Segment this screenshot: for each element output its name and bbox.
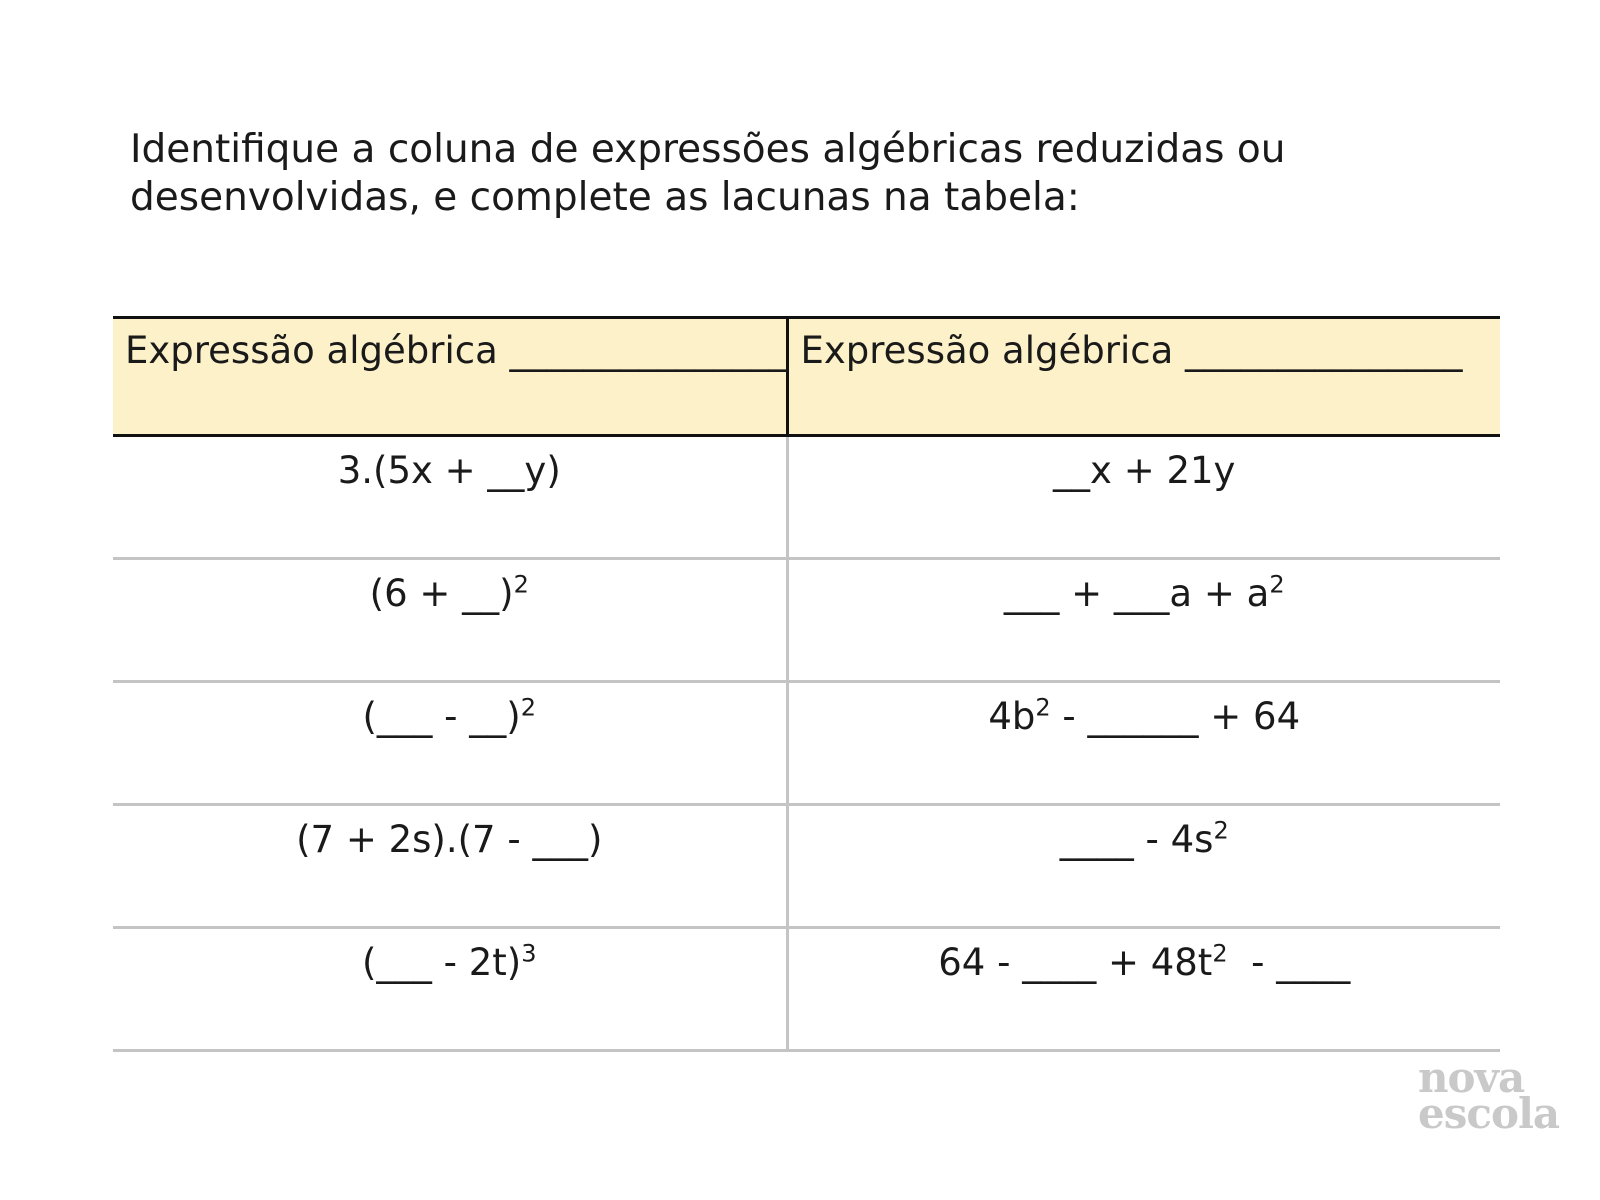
expression-base: (6 + __) bbox=[369, 572, 514, 615]
expression-cell-left bbox=[113, 559, 787, 682]
table-row bbox=[113, 928, 1500, 1051]
expression-cell-left bbox=[113, 805, 787, 928]
instructions-line-1: Identifique a coluna de expressões algébricas reduzidas ou bbox=[130, 127, 1286, 172]
expression-cell-right bbox=[787, 436, 1500, 559]
logo-line-2: escola bbox=[1418, 1089, 1560, 1138]
exponent: 2 bbox=[1212, 939, 1228, 968]
exponent: 2 bbox=[1213, 816, 1229, 845]
exponent: 2 bbox=[520, 693, 537, 722]
expression-base: 4b bbox=[988, 695, 1036, 738]
table-header-row bbox=[113, 318, 1500, 436]
nova-escola-logo bbox=[1418, 1053, 1568, 1138]
expression-cell-left bbox=[113, 682, 787, 805]
expression-cell-left bbox=[113, 436, 787, 559]
logo-line-1: nova bbox=[1418, 1053, 1525, 1102]
expression-base: 3.(5x + __y) bbox=[337, 449, 561, 492]
expression-cell-left bbox=[113, 928, 787, 1051]
expression-cell-right bbox=[787, 682, 1500, 805]
expression-base: (7 + 2s).(7 - ___) bbox=[296, 818, 603, 861]
table-row bbox=[113, 805, 1500, 928]
exponent: 2 bbox=[513, 570, 529, 599]
expression-base: (___ - __) bbox=[362, 695, 521, 738]
table-row bbox=[113, 559, 1500, 682]
expression-tail: - ______ + 64 bbox=[1050, 695, 1301, 738]
exponent: 3 bbox=[521, 939, 537, 968]
table-row bbox=[113, 436, 1500, 559]
expression-cell-right bbox=[787, 928, 1500, 1051]
table-row bbox=[113, 682, 1500, 805]
exponent: 2 bbox=[1035, 693, 1051, 722]
expression-base: __x + 21y bbox=[1053, 449, 1236, 492]
expression-base: (___ - 2t) bbox=[361, 941, 522, 984]
expression-cell-right bbox=[787, 805, 1500, 928]
instructions bbox=[130, 126, 1430, 222]
instructions-line-2: desenvolvidas, e complete as lacunas na tabela: bbox=[130, 175, 1080, 220]
expressions-table bbox=[113, 316, 1500, 1052]
expression-base: ____ - 4s bbox=[1059, 818, 1214, 861]
header-right: Expressão algébrica _______________ bbox=[787, 318, 1500, 436]
expression-cell-right bbox=[787, 559, 1500, 682]
expression-base: ___ + ___a + a bbox=[1003, 572, 1270, 615]
expression-base: 64 - ____ + 48t bbox=[938, 941, 1213, 984]
expression-tail: - ____ bbox=[1227, 941, 1351, 984]
header-left: Expressão algébrica _______________ bbox=[113, 318, 787, 436]
exponent: 2 bbox=[1269, 570, 1285, 599]
